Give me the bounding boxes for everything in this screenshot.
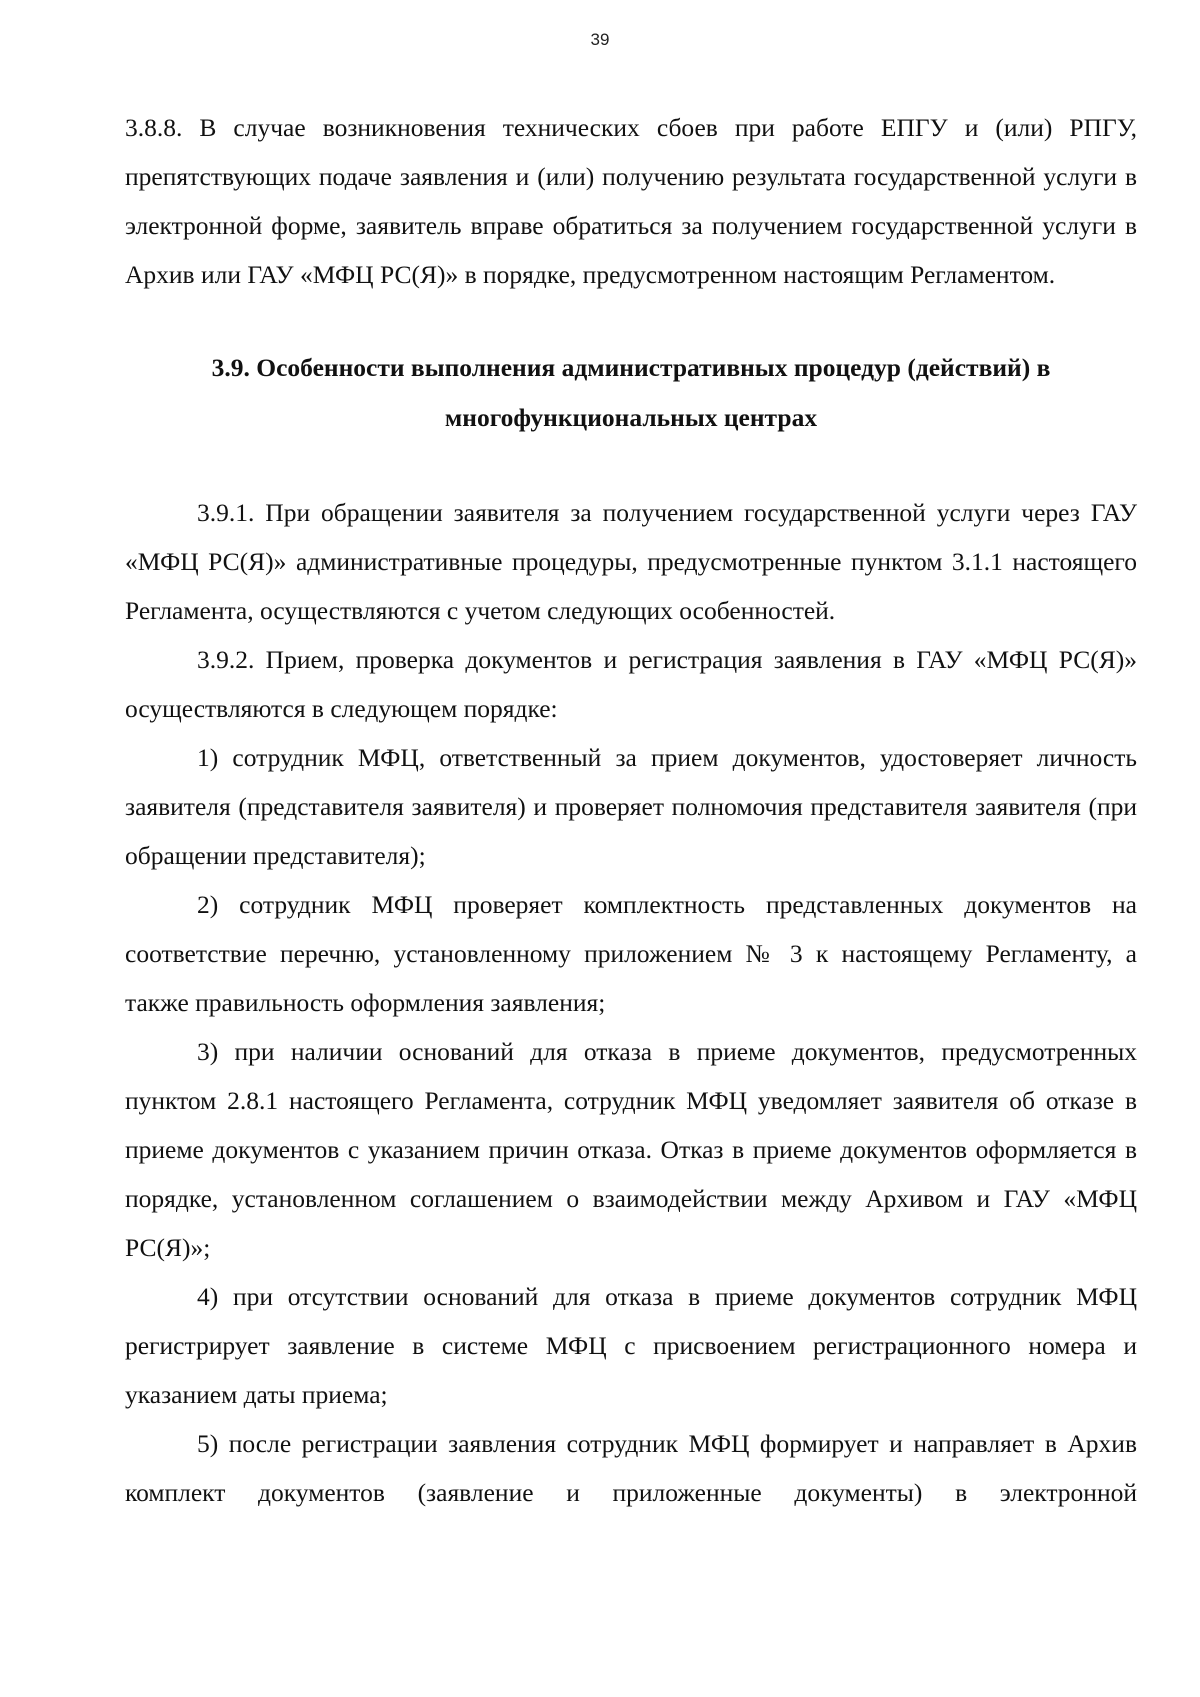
section-heading [125,343,1137,443]
list-item-2: 2) сотрудник МФЦ проверяет комплектность представленных документов на соответствие перечню, установленному приложением № 3 к настоящему Регламенту, а также правильность оформления заявления; [125,890,1137,1017]
paragraph-3-8-8: 3.8.8. В случае возникновения технических сбоев при работе ЕПГУ и (или) РПГУ, препятствующих подаче заявления и (или) получению результата государственной услуги в электронной форме, заявитель вправе обратиться за получением государственной услуги в Архив или ГАУ «МФЦ РС(Я)» в порядке, предусмотренном настоящим Регламентом. [125,113,1137,289]
list-item-3: 3) при наличии оснований для отказа в приеме документов, предусмотренных пунктом 2.8.1 настоящего Регламента, сотрудник МФЦ уведомляет заявителя об отказе в приеме документов с указанием причин отказа. Отказ в приеме документов оформляется в порядке, установленном соглашением о взаимодействии между Архивом и ГАУ «МФЦ РС(Я)»; [125,1037,1137,1262]
document-body [125,103,1137,1517]
spacer [125,299,1137,343]
spacer [125,443,1137,488]
paragraph-3-9-1: 3.9.1. При обращении заявителя за получением государственной услуги через ГАУ «МФЦ РС(Я)» административные процедуры, предусмотренные пунктом 3.1.1 настоящего Регламента, осуществляются с учетом следующих особенностей. [125,498,1137,625]
list-item-5: 5) после регистрации заявления сотрудник МФЦ формирует и направляет в Архив комплект документов (заявление и приложенные документы) в электронной [125,1429,1137,1507]
list-item-1: 1) сотрудник МФЦ, ответственный за прием документов, удостоверяет личность заявителя (представителя заявителя) и проверяет полномочия представителя заявителя (при обращении представителя); [125,743,1137,870]
page-number: 39 [590,30,610,49]
list-item-4: 4) при отсутствии оснований для отказа в приеме документов сотрудник МФЦ регистрирует заявление в системе МФЦ с присвоением регистрационного номера и указанием даты приема; [125,1282,1137,1409]
paragraph-3-9-2: 3.9.2. Прием, проверка документов и регистрация заявления в ГАУ «МФЦ РС(Я)» осуществляются в следующем порядке: [125,645,1137,723]
section-heading-line-2: многофункциональных центрах [444,403,818,432]
section-heading-line-1: 3.9. Особенности выполнения административных процедур (действий) в [211,353,1051,382]
